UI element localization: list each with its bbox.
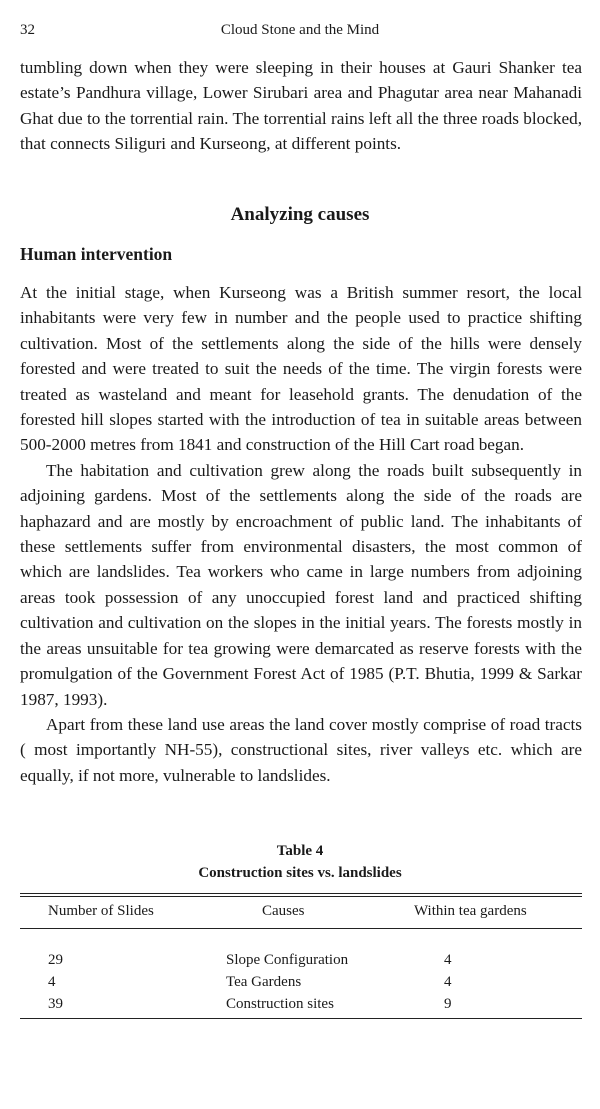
- table-cell: 4: [444, 952, 452, 968]
- intro-text-block: [20, 55, 582, 157]
- table-top-rule-inner: [20, 896, 582, 897]
- table-top-rule: [20, 893, 582, 894]
- table-bottom-rule: [20, 1018, 582, 1019]
- table-cell: 29: [48, 952, 63, 968]
- table-cell: Construction sites: [226, 996, 334, 1012]
- table-cell: 39: [48, 996, 63, 1012]
- table-header-cell: Within tea gardens: [414, 903, 527, 919]
- table-header-cell: Causes: [262, 903, 305, 919]
- table-header-rule: [20, 928, 582, 929]
- table-cell: 4: [444, 974, 452, 990]
- table-cell: Slope Configuration: [226, 952, 349, 968]
- table-header-cell: Number of Slides: [48, 903, 154, 919]
- table-cell: 4: [48, 974, 56, 990]
- page-number: 32: [20, 22, 35, 38]
- table-cell: Tea Gardens: [226, 974, 302, 990]
- running-head: [20, 22, 580, 44]
- table-cell: 9: [444, 996, 452, 1012]
- intro-paragraph: tumbling down when they were sleeping in their houses at Gauri Shanker tea estate’s Pandhura village, Lower Sirubari area and Phagutar area near Mahanadi Ghat due to the torrential rain. The torrential rains left all the three roads blocked, that connects Siliguri and Kurseong, at different points.: [20, 58, 582, 154]
- subheading: Human intervention: [20, 244, 173, 264]
- body-text-block: [20, 280, 582, 788]
- body-paragraph: The habitation and cultivation grew along the roads built subsequently in adjoining gardens. Most of the settlements along the side of the roads are haphazard and are mostly by encroachment of public land. The inhabitants of these settlements suffer from environmental disasters, the most common of which are landslides. Tea workers who came in large numbers from adjoining areas took possession of any unoccupied forest land and practiced shifting cultivation and cultivation on the slopes in the initial years. The forests mostly in the areas unsuitable for tea growing were demarcated as reserve forests with the promulgation of the Government Forest Act of 1985 (P.T. Bhutia, 1999 & Sarkar 1987, 1993).: [20, 460, 582, 709]
- running-title: Cloud Stone and the Mind: [220, 22, 380, 38]
- body-paragraph: At the initial stage, when Kurseong was a British summer resort, the local inhabitants were very few in number and the people used to practice shifting cultivation. Most of the settlements along the side of the hills were densely forested and were treated to suit the needs of the time. The virgin forests were treated as wasteland and meant for leasehold grants. The denudation of the forested hill slopes started with the introduction of tea in suitable areas between 500-2000 metres from 1841 and construction of the Hill Cart road began.: [20, 283, 582, 455]
- table-label: Table 4: [276, 843, 324, 859]
- body-paragraph: Apart from these land use areas the land cover mostly comprise of road tracts ( most importantly NH-55), constructional sites, river valleys etc. which are equally, if not more, vulnerable to landslides.: [20, 714, 582, 785]
- section-heading: Analyzing causes: [230, 204, 370, 225]
- table-caption: Construction sites vs. landslides: [198, 865, 402, 881]
